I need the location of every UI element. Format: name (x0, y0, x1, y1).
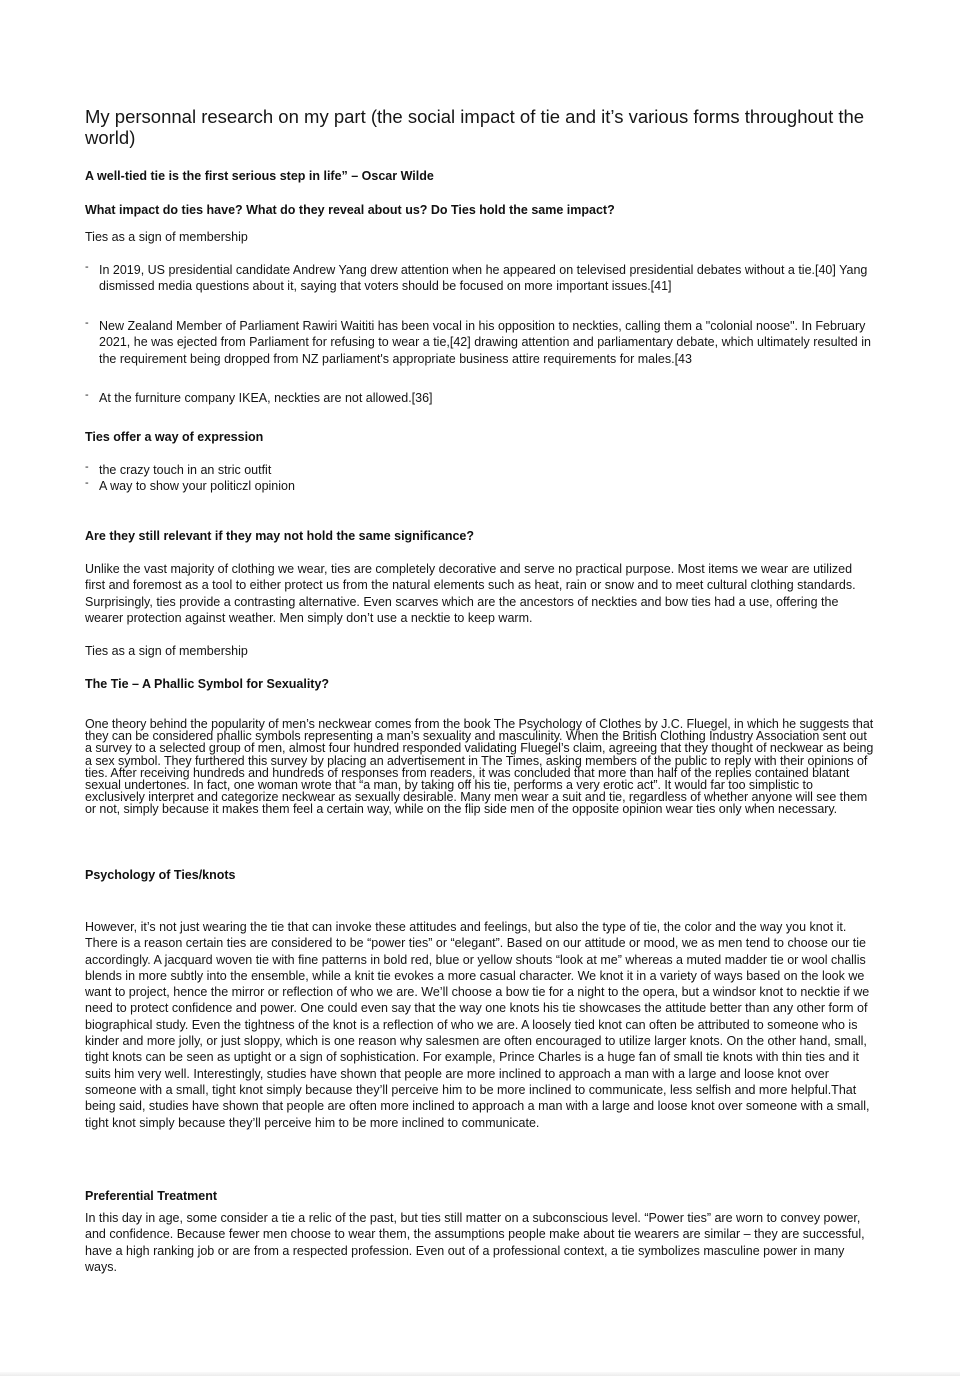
preferential-heading: Preferential Treatment (85, 1189, 217, 1203)
list-item-text: A way to show your politiczl opinion (99, 479, 295, 494)
relevance-paragraph: Unlike the vast majority of clothing we wear, ties are completely decorative and serve no practical purpose. Most items we wear are utilized first and foremost as a tool to either protect us from the natural elements such as heat, rain or snow and to meet cultural clothing standards. Surprisingly, ties provide a contrasting alternative. Even scarves which are the ancestors of neckties and bow ties had a use, offering the wearer protection against weather. Men simply don’t use a necktie to keep warm. (85, 562, 856, 625)
relevance-heading: Are they still relevant if they may not hold the same significance? (85, 529, 474, 543)
psychology-paragraph: However, it’s not just wearing the tie that can invoke these attitudes and feelings, but also the type of tie, the color and the way you knot it. There is a reason certain ties are considered to be “power ties” or “elegant”. Based on our attitude or mood, we as men tend to choose our tie accordingly. A jacquard woven tie with fine patterns in bold red, blue or yellow shouts “look at me” whereas a muted madder tie or wool challis blends in more subtly into the ensemble, while a knit tie evokes a more casual character. We knot it in a variety of ways based on the look we want to project, hence the mirror or reflection of who we are. We’ll choose a bow tie for a night to the opera, but a windsor knot to necktie if we need to protect confidence and power. One could even say that the way one knots his tie showcases the attitude better than any other form of biographical study. Even the tightness of the knot is a reflection of who we are. A loosely tied knot can often be attributed to someone who is kinder and more jolly, or just sloppy, which is one reason why salesmen are often encouraged to utilize larger knots. On the other hand, small, tight knots can be seen as uptight or a sign of sophistication. For example, Prince Charles is a huge fan of small tie knots with thin ties and it suits him very well. Interestingly, studies have shown that people are more inclined to approach a man with a large and loose knot over someone with a small, tight knot simply because they’ll perceive him to be more inclined to communicate, less selfish and more helpful.That being said, studies have shown that people are often more inclined to approach a man with a large and loose knot over someone with a small, tight knot simply because they’ll perceive him to be more inclined to communicate. (85, 920, 870, 1130)
page-bottom-edge (0, 1372, 960, 1376)
research-questions: What impact do ties have? What do they reveal about us? Do Ties hold the same impact? (85, 203, 615, 217)
list-item-text: In 2019, US presidential candidate Andrew Yang drew attention when he appeared on televised presidential debates without a tie.[40] Yang dismissed media questions about it, saying that voters should be focused on more important issues.[41] (99, 263, 868, 294)
document-title: My personnal research on my part (the social impact of tie and it’s various forms throughout the world) (85, 106, 865, 148)
psychology-heading: Psychology of Ties/knots (85, 868, 236, 882)
preferential-paragraph: In this day in age, some consider a tie a relic of the past, but ties still matter on a subconscious level. “Power ties” are worn to convey power, and confidence. Because fewer men choose to wear them, the assumptions people make about tie wearers are similar – they are successful, have a high ranking job or are from a respected profession. Even out of a professional context, a tie symbolizes masculine power in many ways. (85, 1211, 865, 1274)
phallic-symbol-paragraph: One theory behind the popularity of men’s neckwear comes from the book The Psychology of Clothes by J.C. Fluegel, in which he suggests that they can be considered phallic symbols representing a man’s sexuality and masculinity. When the British Clothing Industry Association sent out a survey to a selected group of men, almost four hundred responded validating Fluegel’s claim, agreeing that they thought of neckwear as being a sex symbol. They furthered this survey by placing an advertisement in The Times, asking members of the public to reply with their opinions of ties. After receiving hundreds and hundreds of responses from readers, it was concluded that more than half of the replies contained blatant sexual undertones. In fact, one woman wrote that “a man, by taking off his tie, performs a very erotic act”. It would far too simplistic to exclusively interpret and categorize neckwear as sexually desirable. Many men wear a suit and tie, regardless of whether anyone will see them or not, simply because it makes them feel a certain way, while on the flip side men of the opposite opinion wear ties only when necessary. (85, 717, 874, 817)
dash-bullet-icon: - (85, 317, 89, 329)
membership-list-2 (85, 318, 875, 367)
membership-heading: Ties as a sign of membership (85, 230, 248, 244)
dash-bullet-icon: - (85, 389, 89, 401)
dash-bullet-icon: - (85, 261, 89, 273)
membership-list (85, 262, 875, 295)
list-item (85, 478, 875, 494)
dash-bullet-icon: - (85, 477, 89, 490)
expression-list (85, 462, 875, 495)
list-item-text: At the furniture company IKEA, neckties are not allowed.[36] (99, 391, 433, 405)
list-item (85, 318, 875, 367)
dash-bullet-icon: - (85, 461, 89, 473)
list-item (85, 390, 875, 406)
membership-heading-2: Ties as a sign of membership (85, 644, 248, 658)
list-item-text: New Zealand Member of Parliament Rawiri Waititi has been vocal in his opposition to neckties, calling them a "colonial noose". In February 2021, he was ejected from Parliament for refusing to wear a tie,[42] drawing attention and parliamentary debate, which ultimately resulted in the requirement being dropped from NZ parliament's appropriate business attire requirements for males.[43 (99, 319, 871, 366)
list-item (85, 262, 875, 295)
phallic-symbol-heading: The Tie – A Phallic Symbol for Sexuality? (85, 677, 330, 691)
list-item (85, 462, 875, 478)
expression-heading: Ties offer a way of expression (85, 430, 264, 444)
membership-list-3 (85, 390, 875, 406)
list-item-text: the crazy touch in an stric outfit (99, 463, 272, 477)
oscar-wilde-quote: A well-tied tie is the first serious step in life” – Oscar Wilde (85, 169, 434, 183)
